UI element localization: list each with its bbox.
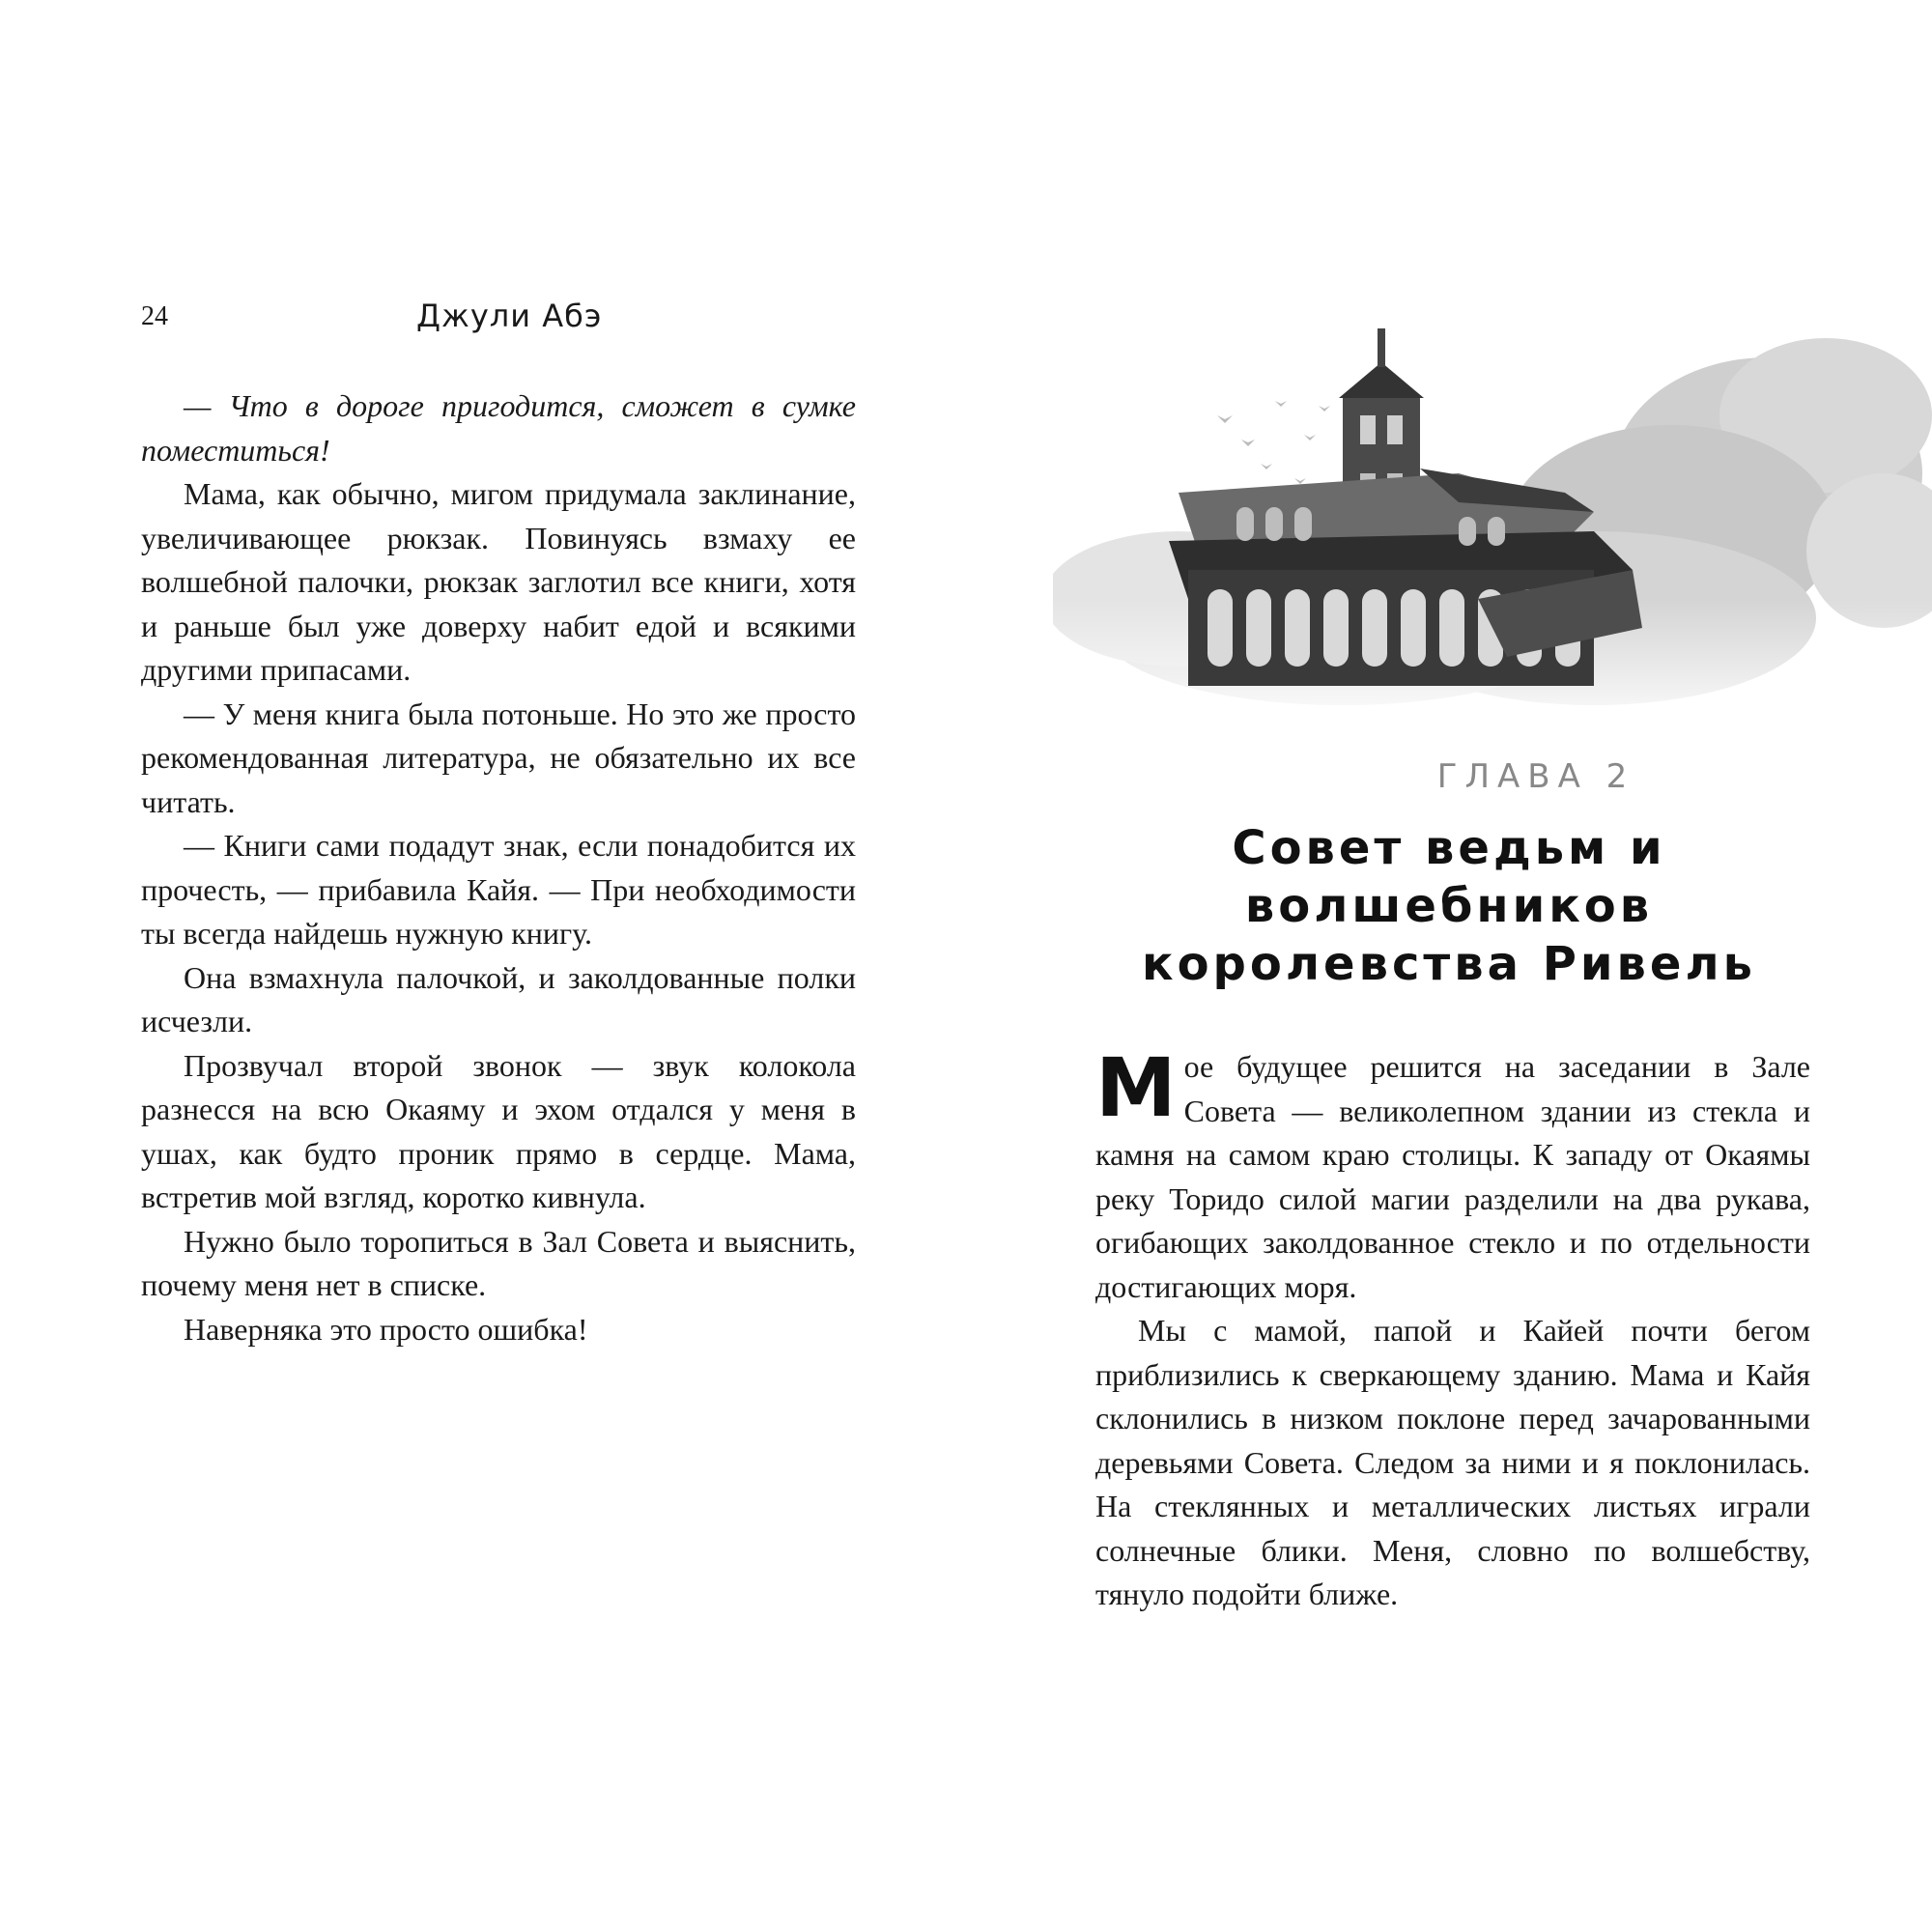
paragraph: Прозвучал второй звонок — звук колокола разнесся на всю Окаяму и эхом отдался у меня в ушах, как будто проник прямо в сердце. Мама, встретив мой взгляд, коротко кивнула.	[141, 1047, 856, 1214]
opening-paragraph-text: ое будущее решится на заседании в Зале Совета — великолепном здании из стекла и камня на самом краю столицы. К западу от Окаямы реку Торидо силой магии разделили на два рукава, огибающих заколдованное стекло и по отдельности достигающих моря.	[1095, 1049, 1810, 1304]
left-page-body	[141, 384, 856, 1351]
paragraph: — Книги сами подадут знак, если понадобится их прочесть, — прибавила Кайя. — При необходимости ты всегда найдешь нужную книгу.	[141, 828, 856, 951]
paragraph: Она взмахнула палочкой, и заколдованные полки исчезли.	[141, 959, 856, 1038]
paragraph: — Что в дороге пригодится, сможет в сумке поместиться!	[141, 388, 856, 468]
council-hall-building	[1169, 328, 1642, 686]
council-hall-illustration	[1053, 309, 1932, 734]
chapter-title-line: Совет ведьм и волшебников	[1232, 821, 1666, 933]
paragraph: Нужно было торопиться в Зал Совета и выяснить, почему меня нет в списке.	[141, 1223, 856, 1302]
opening-paragraph	[1095, 1040, 1810, 1309]
chapter-label: ГЛАВА 2	[1436, 757, 1635, 796]
birds	[1217, 401, 1330, 484]
drop-cap: М	[1095, 1040, 1177, 1135]
running-head	[141, 298, 856, 344]
right-page	[966, 0, 1932, 1932]
paragraph: Мама, как обычно, мигом придумала заклинание, увеличивающее рюкзак. Повинуясь взмаху ее волшебной палочки, рюкзак заглотил все книги, хотя и раньше был уже доверху набит едой и всякими другими припасами.	[141, 476, 856, 687]
paragraph: Наверняка это просто ошибка!	[184, 1311, 588, 1347]
right-page-body	[1095, 1040, 1810, 1617]
paragraph: — У меня книга была потоньше. Но это же просто рекомендованная литература, не обязательно их все читать.	[141, 696, 856, 819]
chapter-title	[1072, 819, 1826, 993]
page-number: 24	[141, 301, 168, 331]
running-title: Джули Абэ	[416, 298, 603, 334]
paragraph: Мы с мамой, папой и Кайей почти бегом приблизились к сверкающему зданию. Мама и Кайя склонились в низком поклоне перед зачарованными деревьями Совета. Следом за ними и я поклонилась. На стеклянных и металлических листьях играли солнечные блики. Меня, словно по волшебству, тянуло подойти ближе.	[1095, 1313, 1810, 1611]
chapter-title-line: королевства Ривель	[1142, 937, 1756, 991]
